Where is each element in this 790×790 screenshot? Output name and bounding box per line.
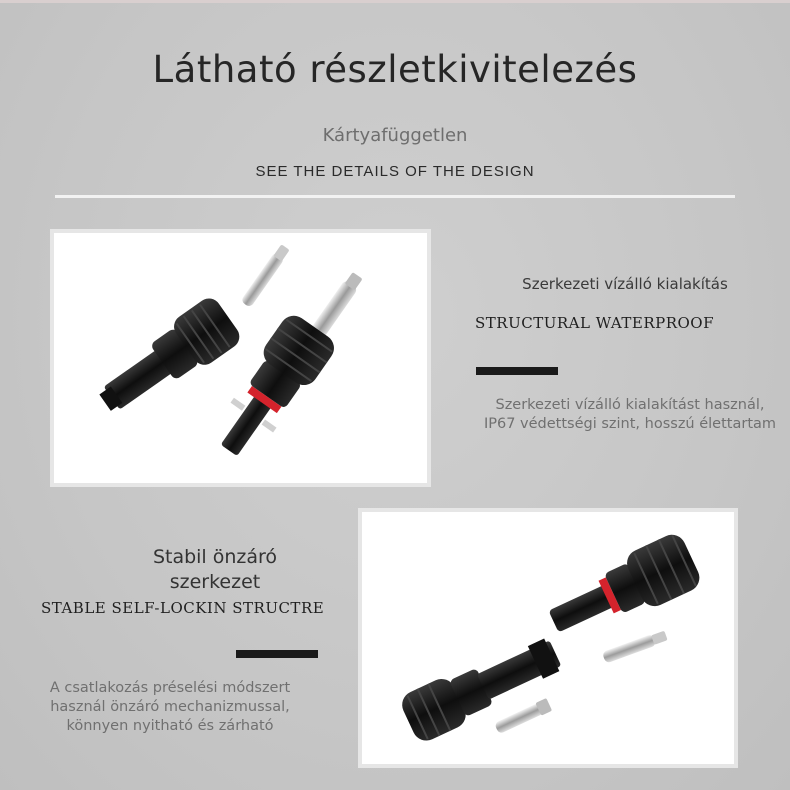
feature-2-title: [100, 545, 330, 595]
feature-2-description: [20, 679, 320, 736]
feature-1-description: [470, 396, 790, 434]
feature-2-title-line: szerkezet: [169, 571, 261, 593]
page-subtitle: Kártyafüggetlen: [322, 125, 468, 146]
feature-1-description-line: IP67 védettségi szint, hosszú élettartam: [483, 416, 777, 432]
connector-illustration-2: [362, 512, 734, 764]
product-photo-self-locking: [362, 512, 734, 764]
feature-1-title: Szerkezeti vízálló kialakítás: [522, 275, 728, 293]
feature-2-title-en: STABLE SELF-LOCKIN STRUCTRE: [41, 599, 325, 617]
feature-2-description-line: A csatlakozás préselési módszert: [49, 680, 291, 696]
feature-1-accent-bar: [476, 367, 558, 375]
page-title: Látható részletkivitelezés: [152, 48, 638, 91]
feature-1-description-line: Szerkezeti vízálló kialakítást használ,: [495, 397, 765, 413]
top-strip: [0, 0, 790, 3]
feature-2-description-line: könnyen nyitható és zárható: [66, 718, 274, 734]
feature-1-title-en: STRUCTURAL WATERPROOF: [475, 314, 715, 332]
feature-2-title-line: Stabil önzáró: [152, 546, 278, 568]
connector-illustration-1: [54, 233, 427, 483]
product-photo-disassembled: [54, 233, 427, 483]
feature-2-accent-bar: [236, 650, 318, 658]
page-subtitle-en: SEE THE DETAILS OF THE DESIGN: [255, 163, 535, 180]
header-divider: [55, 195, 735, 198]
feature-2-description-line: használ önzáró mechanizmussal,: [50, 699, 290, 715]
